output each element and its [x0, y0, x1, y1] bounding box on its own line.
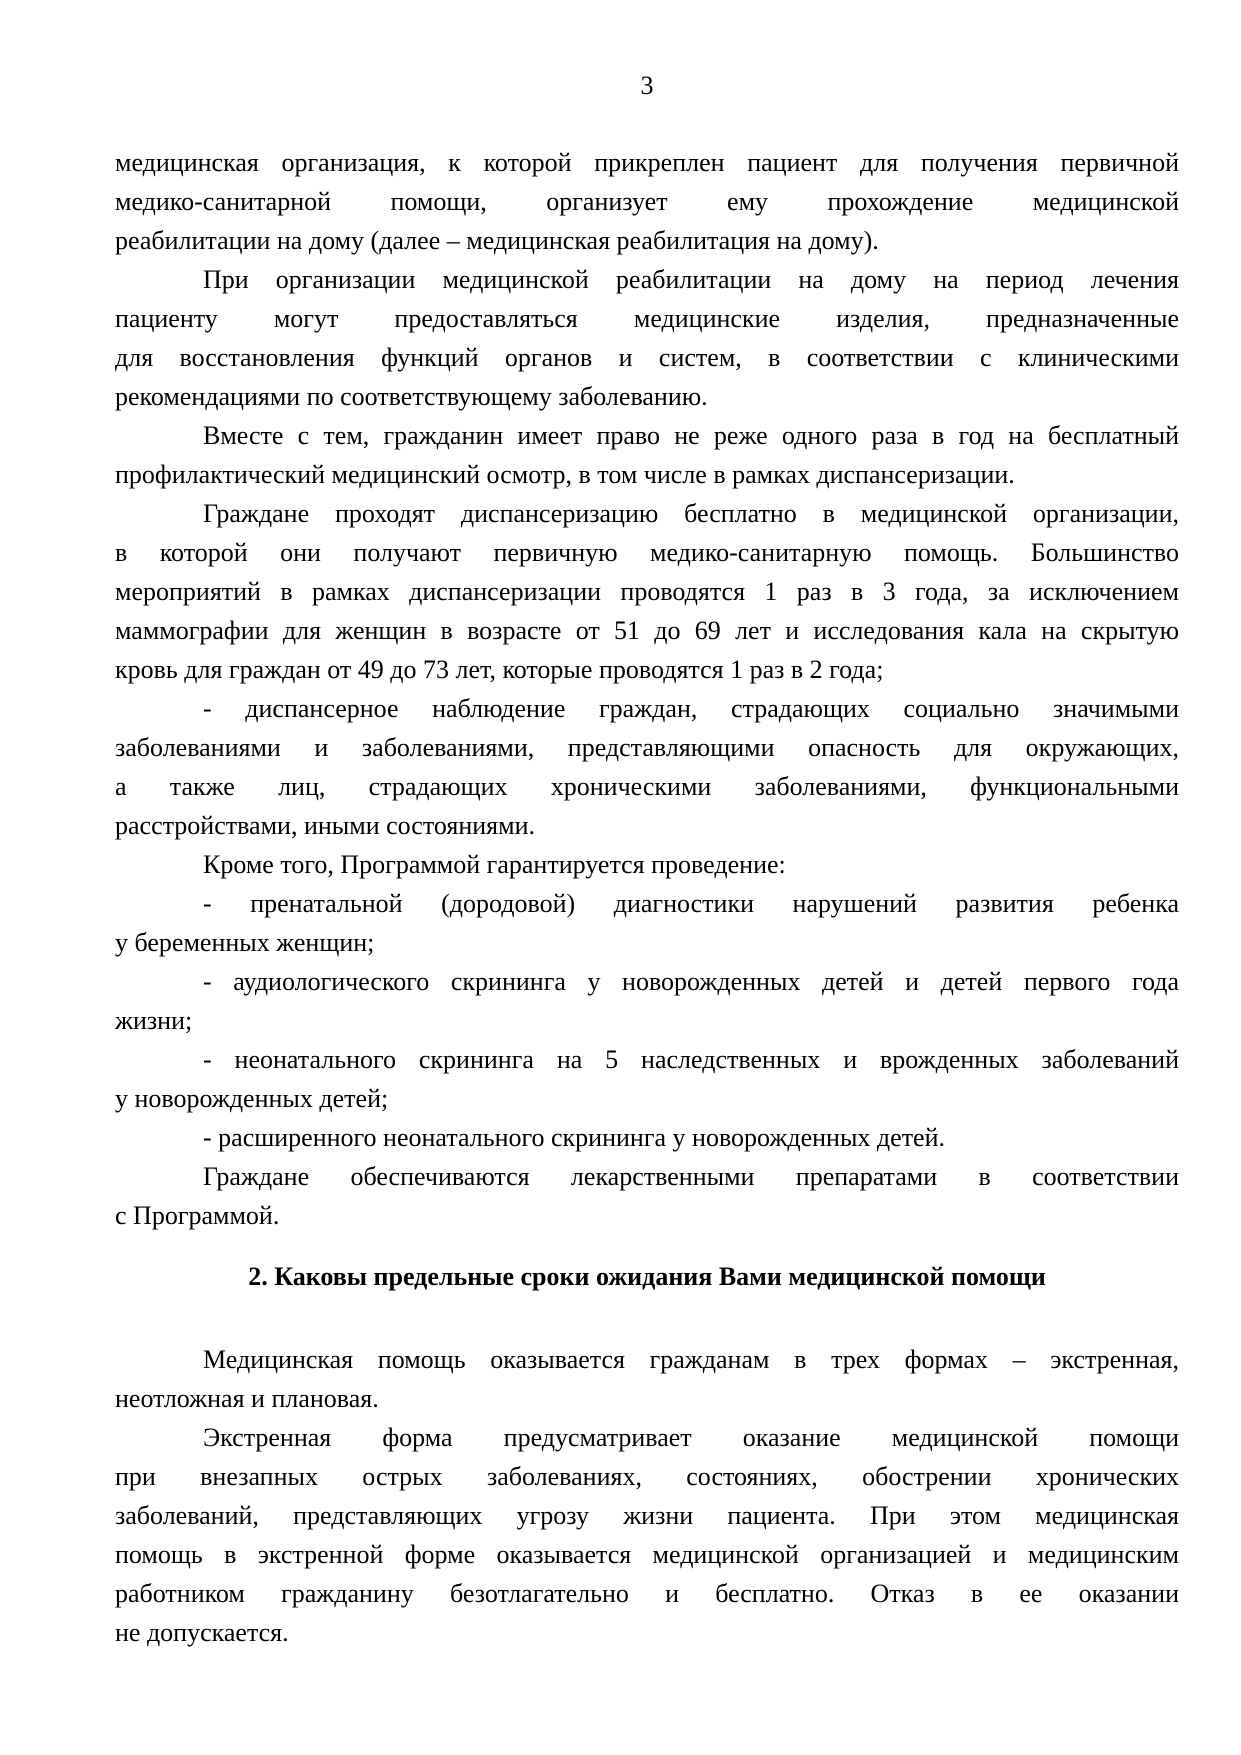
- paragraph: [115, 143, 1179, 260]
- text-line: не допускается.: [115, 1618, 289, 1647]
- text-line: медицинская организация, к которой прикреплен пациент для получения первичной: [115, 148, 1179, 177]
- paragraph: [115, 845, 1179, 884]
- text-line: пациенту могут предоставляться медицинские изделия, предназначенные: [115, 304, 1179, 333]
- text-line: - диспансерное наблюдение граждан, страдающих социально значимыми: [203, 694, 1179, 723]
- text-line: расстройствами, иными состояниями.: [115, 811, 535, 840]
- text-line: Медицинская помощь оказывается гражданам в трех формах – экстренная,: [203, 1345, 1179, 1374]
- text-line: с Программой.: [115, 1201, 280, 1230]
- paragraph: [115, 1157, 1179, 1235]
- text-line: у новорожденных детей;: [115, 1084, 389, 1113]
- text-line: - аудиологического скрининга у новорожденных детей и детей первого года: [203, 967, 1179, 996]
- paragraph: [115, 884, 1179, 962]
- paragraph: [115, 494, 1179, 689]
- text-line: в которой они получают первичную медико-санитарную помощь. Большинство: [115, 538, 1179, 567]
- text-line: профилактический медицинский осмотр, в том числе в рамках диспансеризации.: [115, 460, 1015, 489]
- text-line: Граждане обеспечиваются лекарственными препаратами в соответствии: [203, 1162, 1179, 1191]
- text-line: неотложная и плановая.: [115, 1384, 379, 1413]
- text-line: при внезапных острых заболеваниях, состояниях, обострении хронических: [115, 1462, 1179, 1491]
- text-line: медико-санитарной помощи, организует ему прохождение медицинской: [115, 187, 1179, 216]
- text-line: маммографии для женщин в возрасте от 51 до 69 лет и исследования кала на скрытую: [115, 616, 1179, 645]
- text-line: заболеваний, представляющих угрозу жизни пациента. При этом медицинская: [115, 1501, 1179, 1530]
- paragraph: [115, 1340, 1179, 1418]
- text-line: работником гражданину безотлагательно и бесплатно. Отказ в ее оказании: [115, 1579, 1179, 1608]
- paragraph: [115, 1118, 1179, 1157]
- text-line: - неонатального скрининга на 5 наследственных и врожденных заболеваний: [203, 1045, 1179, 1074]
- text-line: помощь в экстренной форме оказывается медицинской организацией и медицинским: [115, 1540, 1179, 1569]
- text-line: рекомендациями по соответствующему заболеванию.: [115, 382, 708, 411]
- paragraph: [115, 689, 1179, 845]
- page-number: 3: [640, 71, 654, 100]
- text-line: мероприятий в рамках диспансеризации проводятся 1 раз в 3 года, за исключением: [115, 577, 1179, 606]
- text-line: Экстренная форма предусматривает оказание медицинской помощи: [203, 1423, 1179, 1452]
- text-line: При организации медицинской реабилитации на дому на период лечения: [203, 265, 1179, 294]
- text-line: кровь для граждан от 49 до 73 лет, которые проводятся 1 раз в 2 года;: [115, 655, 884, 684]
- paragraph: [115, 416, 1179, 494]
- document-body: [115, 143, 1179, 1652]
- text-line: а также лиц, страдающих хроническими заболеваниями, функциональными: [115, 772, 1179, 801]
- text-line: у беременных женщин;: [115, 928, 375, 957]
- text-line: - расширенного неонатального скрининга у новорожденных детей.: [203, 1123, 946, 1152]
- text-line: Вместе с тем, гражданин имеет право не реже одного раза в год на бесплатный: [203, 421, 1179, 450]
- section-heading: 2. Каковы предельные сроки ожидания Вами медицинской помощи: [248, 1262, 1046, 1291]
- paragraph: [115, 1418, 1179, 1652]
- text-line: заболеваниями и заболеваниями, представляющими опасность для окружающих,: [115, 733, 1179, 762]
- text-line: для восстановления функций органов и систем, в соответствии с клиническими: [115, 343, 1179, 372]
- paragraph: [115, 962, 1179, 1040]
- text-line: - пренатальной (дородовой) диагностики нарушений развития ребенка: [203, 889, 1179, 918]
- text-line: Граждане проходят диспансеризацию бесплатно в медицинской организации,: [203, 499, 1179, 528]
- text-line: жизни;: [115, 1006, 193, 1035]
- paragraph: [115, 1040, 1179, 1118]
- text-line: Кроме того, Программой гарантируется проведение:: [203, 850, 786, 879]
- text-line: реабилитации на дому (далее – медицинская реабилитация на дому).: [115, 226, 879, 255]
- paragraph: [115, 260, 1179, 416]
